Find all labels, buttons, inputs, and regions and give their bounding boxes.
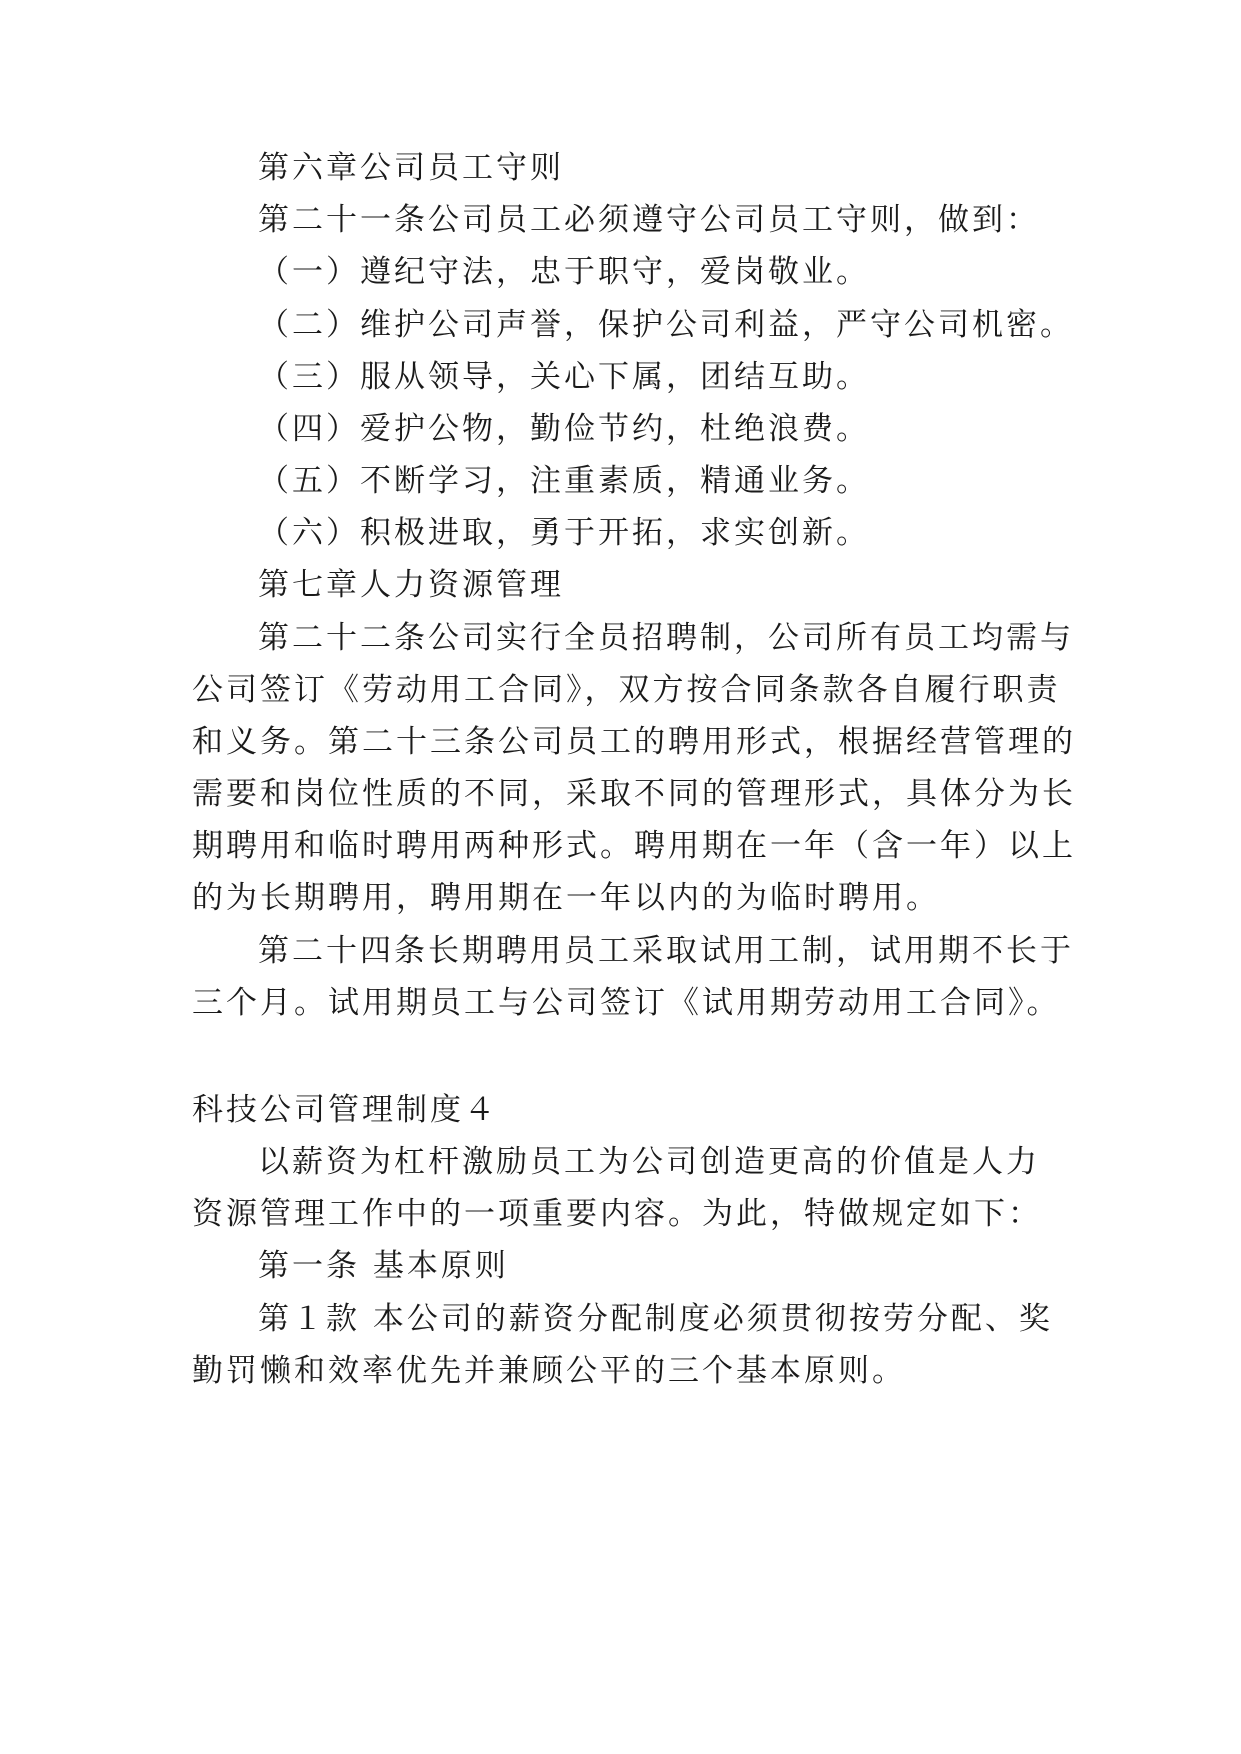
rule-item-6: （六）积极进取，勇于开拓，求实创新。 [258, 515, 870, 551]
article-1-title: 第一条 基本原则 [258, 1248, 509, 1284]
rule-item-1: （一）遵纪守法，忠于职守，爱岗敬业。 [258, 254, 870, 290]
section-heading: 科技公司管理制度４ [192, 1092, 498, 1128]
intro-line-2: 资源管理工作中的一项重要内容。为此，特做规定如下： [192, 1196, 1042, 1232]
article-22-line-6: 的为长期聘用，聘用期在一年以内的为临时聘用。 [192, 880, 940, 916]
rule-item-4: （四）爱护公物，勤俭节约，杜绝浪费。 [258, 411, 870, 447]
article-21-intro: 第二十一条公司员工必须遵守公司员工守则，做到： [258, 202, 1040, 238]
rule-item-5: （五）不断学习，注重素质，精通业务。 [258, 463, 870, 499]
chapter-6-title: 第六章公司员工守则 [258, 150, 564, 186]
rule-item-3: （三）服从领导，关心下属，团结互助。 [258, 359, 870, 395]
article-22-line-3: 和义务。第二十三条公司员工的聘用形式，根据经营管理的 [192, 724, 1076, 760]
clause-1-line-2: 勤罚懒和效率优先并兼顾公平的三个基本原则。 [192, 1353, 906, 1389]
article-22-line-4: 需要和岗位性质的不同，采取不同的管理形式，具体分为长 [192, 776, 1076, 812]
article-22-line-2: 公司签订《劳动用工合同》，双方按合同条款各自履行职责 [192, 672, 1061, 708]
article-24-line-1: 第二十四条长期聘用员工采取试用工制，试用期不长于 [258, 933, 1074, 969]
article-24-line-2: 三个月。试用期员工与公司签订《试用期劳动用工合同》。 [192, 985, 1061, 1021]
chapter-7-title: 第七章人力资源管理 [258, 567, 564, 603]
intro-line-1: 以薪资为杠杆激励员工为公司创造更高的价值是人力 [258, 1144, 1040, 1180]
clause-1-line-1: 第１款 本公司的薪资分配制度必须贯彻按劳分配、奖 [258, 1301, 1053, 1337]
article-22-line-5: 期聘用和临时聘用两种形式。聘用期在一年（含一年）以上 [192, 828, 1076, 864]
rule-item-2: （二）维护公司声誉，保护公司利益，严守公司机密。 [258, 307, 1074, 343]
article-22-line-1: 第二十二条公司实行全员招聘制，公司所有员工均需与 [258, 620, 1074, 656]
